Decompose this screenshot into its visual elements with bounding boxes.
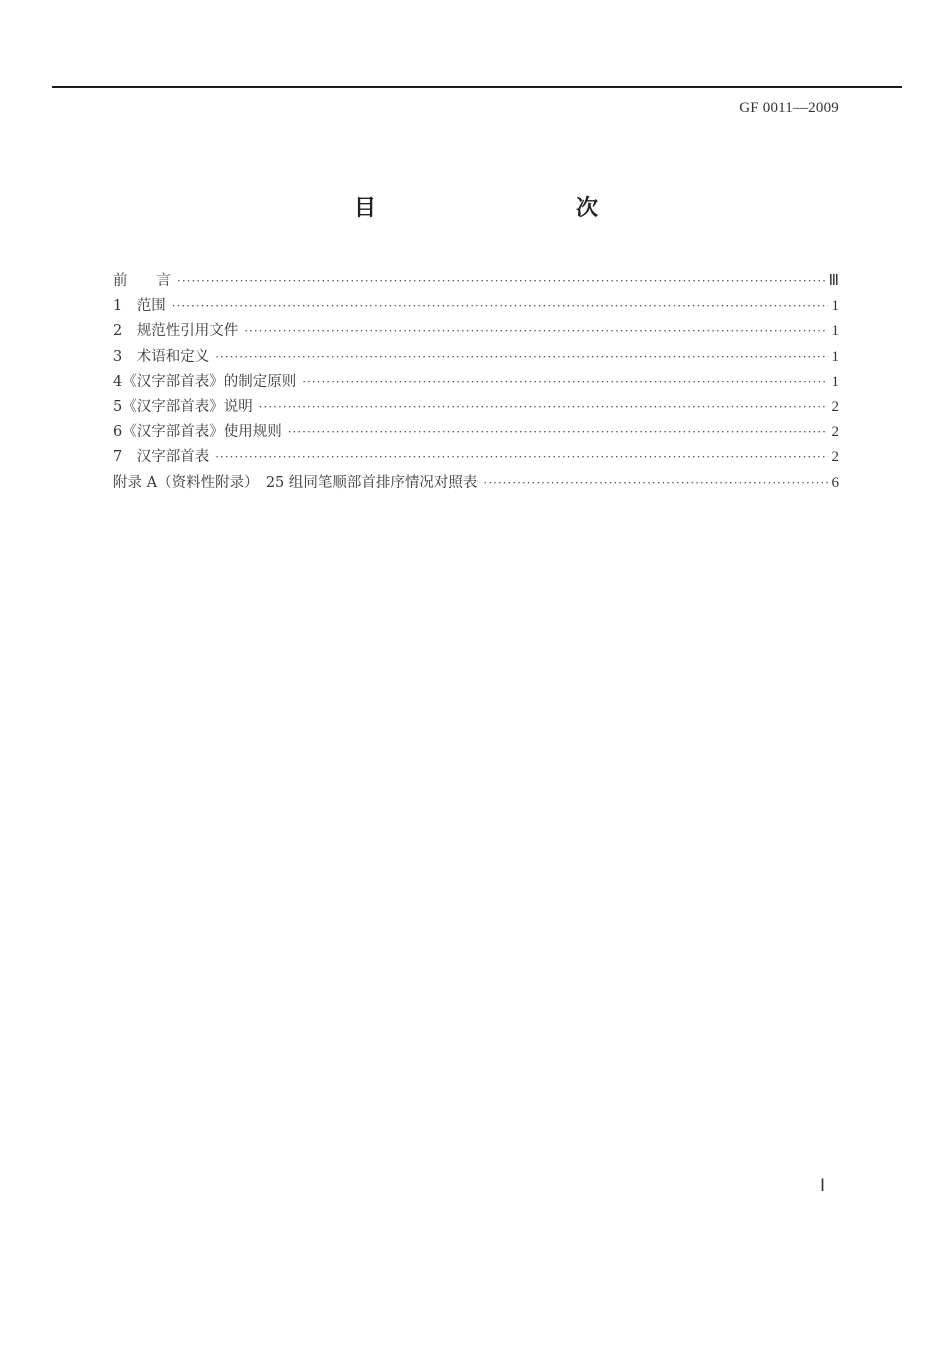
toc-entry-page: 1 bbox=[831, 348, 839, 365]
toc-entry-page: 2 bbox=[831, 398, 839, 415]
toc-entry-page: 6 bbox=[831, 474, 839, 491]
toc-entry-label: 4《汉字部首表》的制定原则 bbox=[113, 373, 297, 390]
toc-entry-usage-rules[interactable] bbox=[113, 420, 839, 445]
toc-entry-radical-table[interactable] bbox=[113, 445, 839, 470]
toc-leader-dots bbox=[215, 445, 827, 470]
toc-entry-label: 前 言 bbox=[113, 273, 171, 289]
toc-entry-page: 2 bbox=[831, 449, 839, 466]
toc-entry-label: 1 范围 bbox=[113, 298, 166, 315]
toc-entry-label: 5《汉字部首表》说明 bbox=[113, 398, 253, 415]
toc-entry-page: 1 bbox=[831, 323, 839, 340]
toc-leader-dots bbox=[483, 471, 827, 496]
toc-entry-label: 7 汉字部首表 bbox=[113, 449, 210, 466]
toc-leader-dots bbox=[302, 370, 827, 395]
header-rule bbox=[52, 86, 902, 88]
toc-entry-explanation[interactable] bbox=[113, 395, 839, 420]
toc-leader-dots bbox=[215, 345, 827, 370]
toc-entry-page: Ⅲ bbox=[828, 273, 839, 289]
toc-leader-dots bbox=[288, 420, 828, 445]
table-of-contents bbox=[113, 269, 839, 496]
toc-entry-label: 2 规范性引用文件 bbox=[113, 323, 239, 340]
toc-entry-label: 3 术语和定义 bbox=[113, 348, 210, 365]
toc-entry-normative-references[interactable] bbox=[113, 319, 839, 344]
toc-entry-scope[interactable] bbox=[113, 294, 839, 319]
toc-entry-appendix-a[interactable] bbox=[113, 471, 839, 496]
toc-leader-dots bbox=[244, 319, 827, 344]
toc-entry-terms-definitions[interactable] bbox=[113, 345, 839, 370]
toc-title: 目 次 bbox=[353, 196, 650, 221]
toc-entry-page: 1 bbox=[831, 373, 839, 390]
page-number: Ⅰ bbox=[820, 1176, 826, 1195]
toc-entry-principles[interactable] bbox=[113, 370, 839, 395]
toc-entry-label: 6《汉字部首表》使用规则 bbox=[113, 424, 282, 441]
toc-entry-page: 1 bbox=[831, 298, 839, 315]
toc-leader-dots bbox=[172, 294, 828, 319]
toc-entry-foreword[interactable] bbox=[113, 269, 839, 294]
toc-entry-label: 附录 A（资料性附录） 25 组同笔顺部首排序情况对照表 bbox=[113, 474, 478, 491]
toc-leader-dots bbox=[259, 395, 828, 420]
toc-leader-dots bbox=[177, 269, 825, 294]
document-code: GF 0011—2009 bbox=[739, 100, 839, 116]
toc-entry-page: 2 bbox=[831, 424, 839, 441]
